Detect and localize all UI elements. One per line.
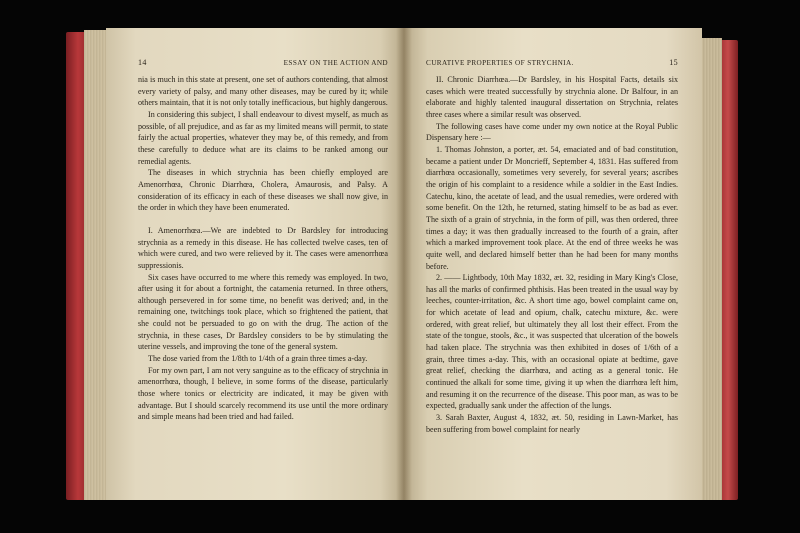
paragraph: In considering this subject, I shall endeavour to divest myself, as much as possible, of all prejudice, and as far as my limited means will permit, to state fairly the actual properties, whatever they may be, of this remedy, and from these carefully to deduce what are its claims to be ranked among our remedial agents. [138,109,388,166]
left-page [106,28,404,500]
paragraph: For my own part, I am not very sanguine as to the efficacy of strychnia in amenorrhœa, though, I believe, in some forms of the disease, particularly those where tonics or electricity are indicated, it may be given with advantage. But I should scarcely recommend its use until the more ordinary and simple means had been tried and had failed. [138,365,388,422]
right-running-head: CURATIVE PROPERTIES OF STRYCHNIA. [426,59,574,67]
left-page-number: 14 [138,58,147,67]
case-2: 2. —— Lightbody, 10th May 1832, æt. 32, residing in Mary King's Close, has all the marks of confirmed phthisis. Has been treated in the usual way by leeches, counter-irritation, &c. A short time ago, bowel complaint came on, for which acetate of lead and opium, chalk, catechu mixture, &c. were ordered, with great relief, but ultimately they all lost their effect. From the state of the tongue, stools, &c., it was suspected that ulceration of the bowels had taken place. The strychnia was then exhibited in doses of 1/6th of a grain, three times a-day. This, with an occasional opiate at bedtime, gave great relief, checking the diarrhœa, and acting as a general tonic. He continued the alkali for some time, giving it up when the diarrhœa left him, and resuming it on the recurrence of the disease. This poor man, as was to be expected, gradually sank under the affection of the lungs. [426,273,678,411]
case-1: 1. Thomas Johnston, a porter, æt. 54, emaciated and of bad constitution, became a patient under Dr Moncrieff, September 4, 1831. Has suffered from diarrhœa occasionally, sometimes very severely, for several years; ascribes the origin of his complaint to a residence while a soldier in the East Indies. Catechu, kino, the acetate of lead, and the usual remedies, were ordered with some benefit. On the 12th, he returned, stating himself to be as bad as ever. The sixth of a grain of strychnia, in the form of pill, was then ordered, three times a day; it was then gradually increased to the fourth of a grain, after which a marked improvement took place. At the end of three weeks he was quite well, and declared himself better than he had been for many months before. [426,144,678,271]
paragraph: The following cases have come under my own notice at the Royal Public Dispensary here :— [426,121,678,143]
open-book [66,26,738,504]
right-page [404,28,702,500]
left-page-header [138,58,388,67]
right-page-body [426,74,678,435]
section-amenorrhoea: I. Amenorrhœa.—We are indebted to Dr Bardsley for introducing strychnia as a remedy in this disease. He has collected twelve cases, ten of which were cured, and two were relieved by it. The cases were amenorrhœa suppressionis. [138,225,388,270]
paragraph: Six cases have occurred to me where this remedy was employed. In two, after using it for about a fortnight, the catamenia returned. In three others, although persevered in for some time, no benefit was derived; and, in the remaining one, twitchings took place, which so frightened the patient, that she could not be persuaded to go on with the drug. The action of the strychnia, in these cases, Dr Bardsley considers to be by stimulating the uterine vessels, and improving the tone of the general system. [138,272,388,352]
case-3: 3. Sarah Baxter, August 4, 1832, æt. 50, residing in Lawn-Market, has been suffering from bowel complaint for nearly [426,413,678,434]
right-page-number: 15 [669,58,678,67]
left-page-body [138,74,388,423]
paragraph: nia is much in this state at present, one set of authors contending, that almost every variety of palsy, and many other diseases, may be cured by it; while others maintain, that it is not only totally inefficacious, but highly dangerous. [138,75,388,108]
page-edges-right [700,38,722,500]
book-gutter [396,28,412,500]
right-page-header [426,58,678,67]
left-running-head: ESSAY ON THE ACTION AND [283,59,388,67]
section-chronic-diarrhoea: II. Chronic Diarrhœa.—Dr Bardsley, in his Hospital Facts, details six cases which were treated successfully by strychnia alone. Dr Balfour, in an elaborate and highly talented inaugural dissertation on Strychnia, relates three cases where a similar result was observed. [426,75,678,119]
paragraph: The diseases in which strychnia has been chiefly employed are Amenorrhœa, Chronic Diarrhœa, Cholera, Amaurosis, and Palsy. A consideration of its efficacy in each of these diseases we shall now give, in the order in which they have been enumerated. [138,168,388,213]
paragraph: The dose varied from the 1/8th to 1/4th of a grain three times a-day. [148,354,368,364]
